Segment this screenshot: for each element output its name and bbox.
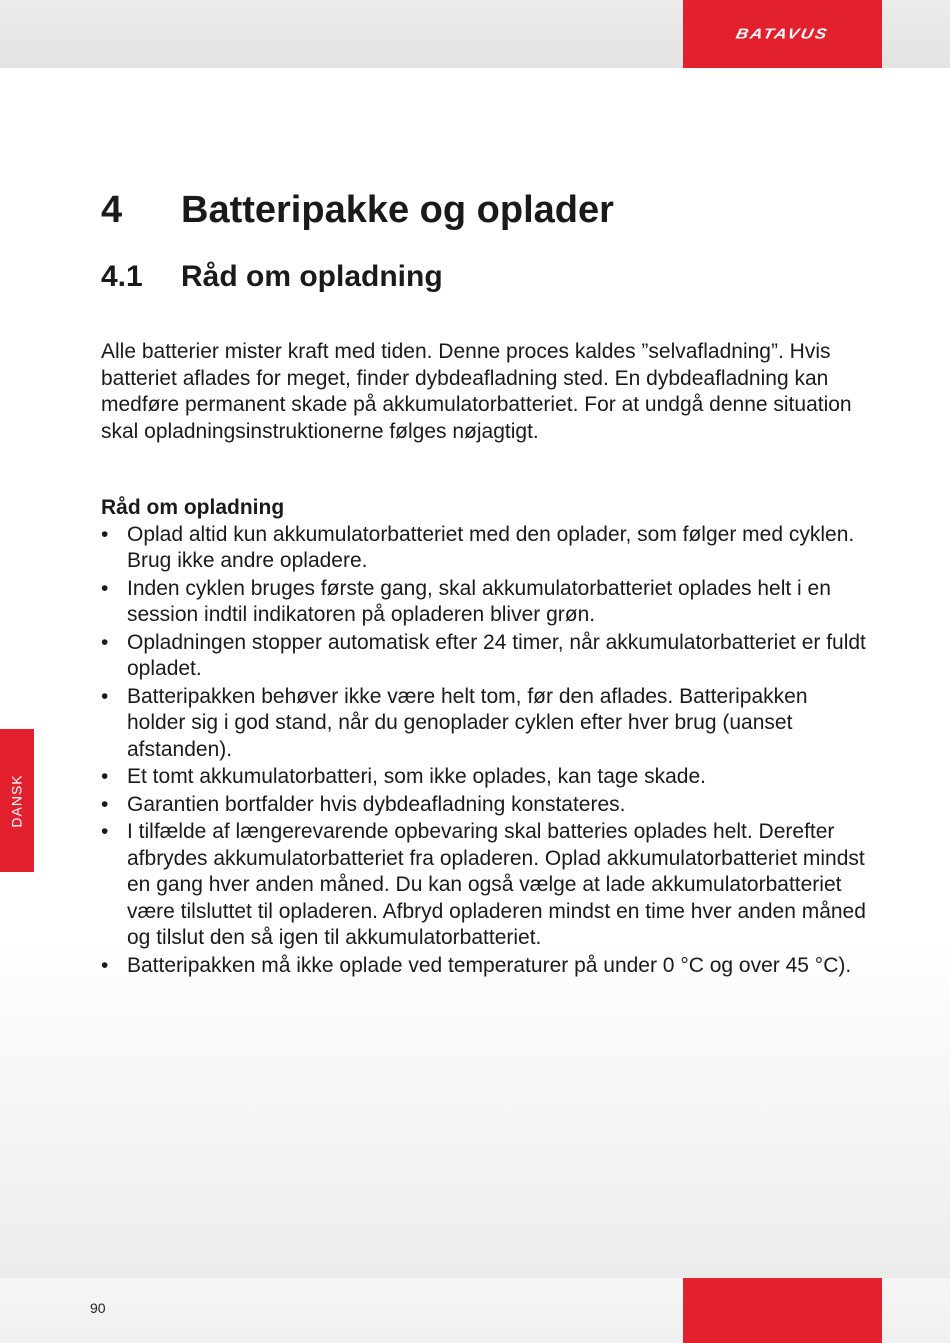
- brand-logo: [683, 0, 882, 68]
- list-item: [101, 819, 871, 952]
- list-item-text: Garantien bortfalder hvis dybdeafladning konstateres.: [127, 792, 626, 816]
- list-item: [101, 953, 871, 980]
- bullet-icon: •: [101, 792, 109, 816]
- intro-paragraph: Alle batterier mister kraft med tiden. Denne proces kaldes ”selvafladning”. Hvis batteriet aflades for meget, finder dybdeafladning sted. En dybdeafladning kan medføre permanent skade på akkumulatorbatteriet. For at undgå denne situation skal opladningsinstruktionerne følges nøjagtigt.: [101, 340, 852, 443]
- page-number: 90: [90, 1300, 106, 1316]
- list-item: [101, 684, 871, 764]
- bullet-icon: •: [101, 765, 109, 788]
- list-item-text: Et tomt akkumulatorbatteri, som ikke oplades, kan tage skade.: [127, 765, 706, 788]
- language-tab-label: DANSK: [9, 773, 26, 828]
- section-title: Råd om opladning: [181, 260, 443, 293]
- chapter-number: 4: [101, 189, 123, 231]
- footer-accent-block: [683, 1278, 882, 1343]
- chapter-heading: [101, 185, 871, 235]
- bullet-icon: •: [101, 576, 109, 600]
- language-tab: [0, 729, 34, 872]
- tips-list: [101, 522, 871, 980]
- list-item-text: Batteripakken behøver ikke være helt tom, før den aflades. Batteripakken holder sig i god stand, når du genoplader cyklen efter hver brug (uanset afstanden).: [127, 684, 808, 761]
- list-item: [101, 764, 871, 791]
- bullet-icon: •: [101, 630, 109, 654]
- list-item-text: Batteripakken må ikke oplade ved temperaturer på under 0 °C og over 45 °C).: [127, 953, 852, 977]
- section-heading: [101, 255, 871, 299]
- list-item-text: Oplad altid kun akkumulatorbatteriet med den oplader, som følger med cyklen. Brug ikke andre opladere.: [127, 522, 855, 572]
- section-number: 4.1: [101, 260, 143, 293]
- list-item: [101, 522, 871, 575]
- list-item-text: Inden cyklen bruges første gang, skal akkumulatorbatteriet oplades helt i en session indtil indikatoren på opladeren bliver grøn.: [127, 576, 831, 626]
- chapter-title: Batteripakke og oplader: [181, 189, 614, 231]
- list-item-text: I tilfælde af længerevarende opbevaring skal batteries oplades helt. Derefter afbrydes akkumulatorbatteriet fra opladeren. Oplad akkumulatorbatteriet mindst en gang hver anden måned. Du kan også vælge at lade akkumulatorbatteriet være tilsluttet til opladeren. Afbryd opladeren mindst en time hver anden måned og tilslut den så igen til akkumulatorbatteriet.: [127, 820, 866, 949]
- page-content: [101, 185, 871, 980]
- list-item-text: Opladningen stopper automatisk efter 24 timer, når akkumulatorbatteriet er fuldt opladet.: [127, 630, 866, 680]
- list-item: [101, 576, 871, 629]
- list-item: [101, 630, 871, 683]
- list-item: [101, 792, 871, 819]
- bullet-icon: •: [101, 684, 109, 708]
- bullet-icon: •: [101, 522, 109, 546]
- bullet-icon: •: [101, 953, 109, 977]
- brand-logo-text: BATAVUS: [734, 25, 831, 42]
- tips-title: Råd om opladning: [101, 496, 285, 519]
- bullet-icon: •: [101, 820, 109, 843]
